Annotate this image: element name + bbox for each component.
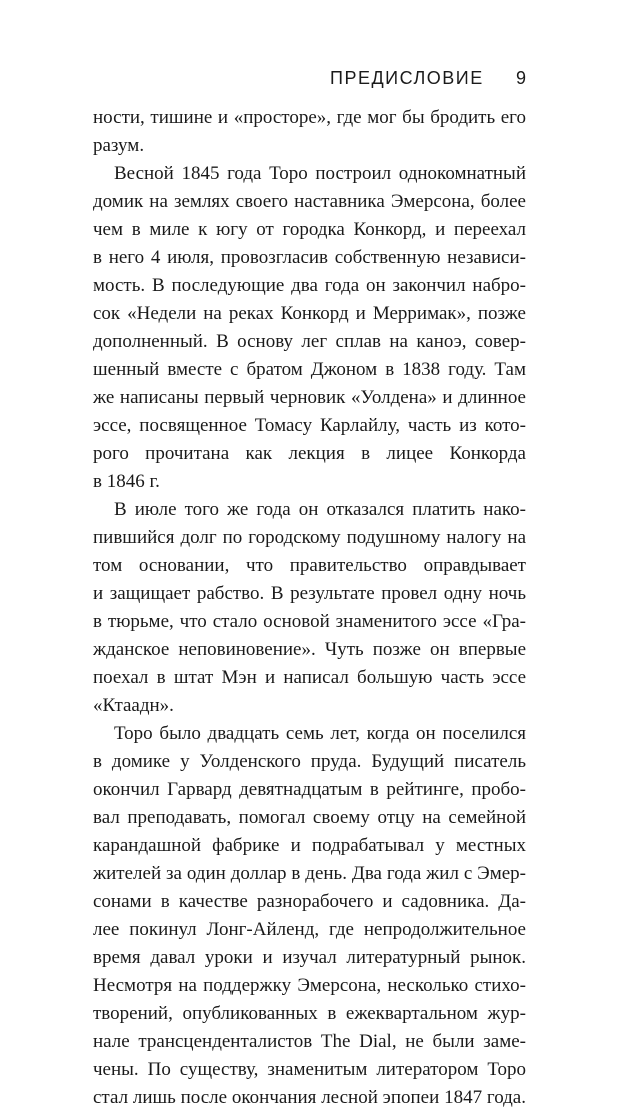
text-line: шенный вместе с братом Джоном в 1838 году. Там (93, 359, 526, 380)
text-line: сок «Недели на реках Конкорд и Мерримак», позже (93, 303, 526, 324)
text-line: же написаны первый черновик «Уолдена» и длинное (93, 387, 526, 408)
paragraph (93, 496, 526, 720)
text-line: творений, опубликованных в ежеквартальном жур- (93, 1003, 526, 1024)
body-text (93, 104, 526, 1112)
text-line: время давал уроки и изучал литературный рынок. (93, 947, 526, 968)
text-line: чем в миле к югу от городка Конкорд, и переехал (93, 219, 526, 240)
text-line: рого прочитана как лекция в лицее Конкорда (93, 443, 526, 464)
text-line: поехал в штат Мэн и написал большую часть эссе (93, 667, 526, 688)
text-line: жителей за один доллар в день. Два года жил с Эмер- (93, 863, 526, 884)
text-line: карандашной фабрике и подрабатывал у местных (93, 835, 526, 856)
text-line: и защищает рабство. В результате провел одну ночь (93, 583, 526, 604)
text-line: разум. (93, 135, 145, 156)
text-line: стал лишь после окончания лесной эпопеи 1847 года. (93, 1087, 526, 1108)
text-line: лее покинул Лонг-Айленд, где непродолжительное (93, 919, 526, 940)
text-line: том основании, что правительство оправдывает (93, 555, 526, 576)
text-line: Весной 1845 года Торо построил однокомнатный (114, 163, 526, 184)
text-line: в тюрьме, что стало основой знаменитого эссе «Гра- (93, 611, 526, 632)
paragraph (93, 720, 526, 1112)
text-line: окончил Гарвард девятнадцатым в рейтинге, пробо- (93, 779, 526, 800)
text-line: нале трансценденталистов The Dial, не были заме- (93, 1031, 526, 1052)
paragraph (93, 160, 526, 496)
text-line: в 1846 г. (93, 471, 160, 492)
page-number: 9 (516, 68, 527, 88)
text-line: дополненный. В основу лег сплав на каноэ, совер- (93, 331, 526, 352)
text-line: домик на землях своего наставника Эмерсона, более (93, 191, 526, 212)
text-line: «Ктаадн». (93, 695, 174, 716)
text-line: эссе, посвященное Томасу Карлайлу, часть из кото- (93, 415, 526, 436)
text-line: сонами в качестве разнорабочего и садовника. Да- (93, 891, 526, 912)
text-line: мость. В последующие два года он закончил набро- (93, 275, 526, 296)
text-line: пившийся долг по городскому подушному налогу на (93, 527, 526, 548)
text-line: в домике у Уолденского пруда. Будущий писатель (93, 751, 526, 772)
text-line: Торо было двадцать семь лет, когда он поселился (114, 723, 526, 744)
text-line: В июле того же года он отказался платить нако- (114, 499, 526, 520)
text-line: в него 4 июля, провозгласив собственную независи- (93, 247, 526, 268)
text-line: ности, тишине и «просторе», где мог бы бродить его (93, 107, 526, 128)
paragraph (93, 104, 526, 160)
text-line: жданское неповиновение». Чуть позже он впервые (93, 639, 526, 660)
running-head (0, 68, 631, 96)
section-title: ПРЕДИСЛОВИЕ (330, 68, 484, 88)
text-line: Несмотря на поддержку Эмерсона, несколько стихо- (93, 975, 526, 996)
text-line: чены. По существу, знаменитым литератором Торо (93, 1059, 526, 1080)
text-line: вал преподавать, помогал своему отцу на семейной (93, 807, 526, 828)
